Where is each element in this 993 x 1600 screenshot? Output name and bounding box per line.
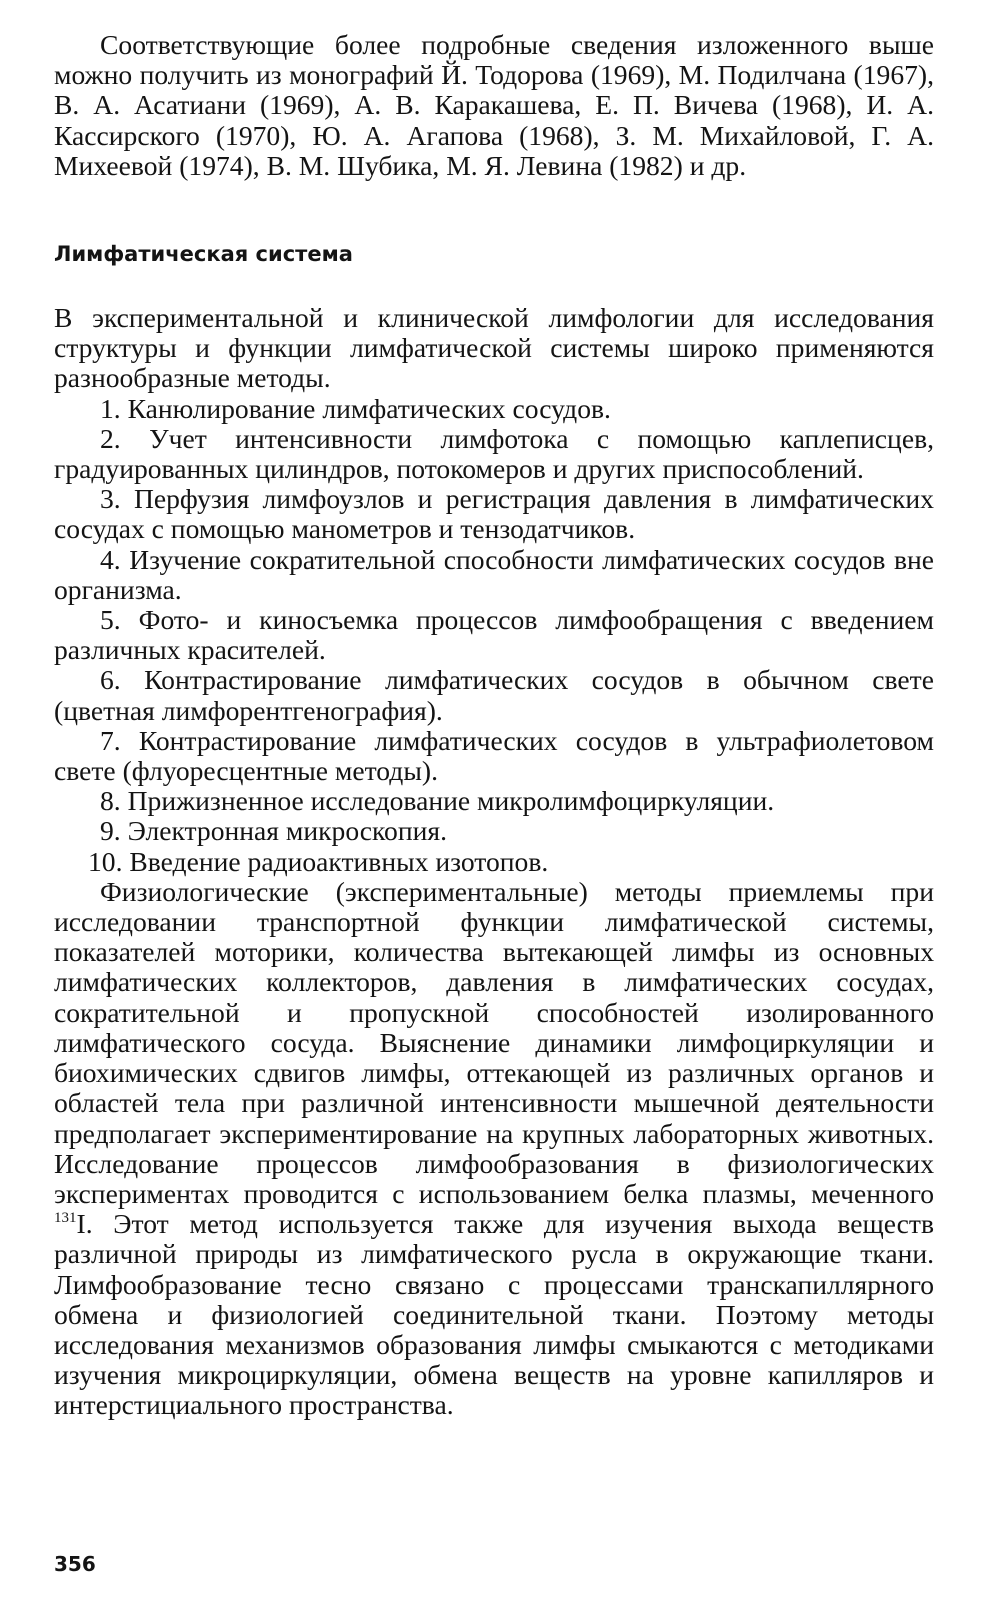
list-item <box>54 816 934 846</box>
list-item-number: 3. <box>100 483 121 515</box>
list-item-text: Учет интенсивности лимфотока с помощью каплеписцев, градуированных цилиндров, потокомеров и других приспособлений. <box>54 422 934 485</box>
list-item <box>54 394 934 424</box>
list-item <box>54 726 934 786</box>
list-item-number: 7. <box>100 724 121 756</box>
body-text-part-1: Физиологические (экспериментальные) методы приемлемы при исследовании транспортной функции лимфатической системы, показателей моторики, количества вытекающей лимфы из основных лимфатических коллекторов, давления в лимфатических сосудах, сократительной и пропускной способностей изолированного лимфатического сосуда. Выяснение динамики лимфоциркуляции и биохимических сдвигов лимфы, оттекающей из различных органов и областей тела при различной интенсивности мышечной деятельности предполагает экспериментирование на крупных лабораторных животных. Исследование процессов лимфообразования в физиологических экспериментах проводится с использованием белка плазмы, меченного <box>54 875 934 1209</box>
list-item-number: 5. <box>100 604 121 636</box>
list-item-text: Контрастирование лимфатических сосудов в ультрафиолетовом свете (флуоресцентные методы). <box>54 724 935 787</box>
list-item-number: 2. <box>100 422 121 454</box>
list-item <box>54 424 934 484</box>
list-item-number: 9. <box>100 815 121 847</box>
list-item-number: 8. <box>100 785 121 817</box>
list-item-text: Изучение сократительной способности лимфатических сосудов вне организма. <box>54 543 934 605</box>
list-item <box>54 605 934 665</box>
intro-paragraph: Соответствующие более подробные сведения изложенного выше можно получить из монографий Й. Тодорова (1969), М. Подилчана (1967), В. А. Асатиани (1969), А. В. Каракашева, Е. П. Вичева (1968), И. А. Кассирского (1970), Ю. А. Агапова (1968), З. М. Михайловой, Г. А. Михеевой (1974), В. М. Шубика, М. Я. Левина (1982) и др. <box>54 29 934 181</box>
isotope-symbol: I <box>76 1208 86 1240</box>
list-item-text: Электронная микроскопия. <box>127 815 447 847</box>
methods-list <box>54 394 934 877</box>
list-item-text: Канюлирование лимфатических сосудов. <box>127 392 611 424</box>
list-item-text: Контрастирование лимфатических сосудов в обычном свете (цветная лимфорентгенография). <box>54 664 934 726</box>
body-paragraph <box>54 877 934 1421</box>
isotope-mass-number: 131 <box>54 1210 77 1227</box>
list-item-text: Фото- и киносъемка процессов лимфообращения с введением различных красителей. <box>54 604 934 666</box>
list-item-text: Введение радиоактивных изотопов. <box>129 845 549 877</box>
list-item <box>54 484 934 544</box>
list-item-number: 4. <box>100 543 121 575</box>
list-item <box>54 665 934 725</box>
list-item <box>54 786 934 816</box>
list-item-text: Прижизненное исследование микролимфоциркуляции. <box>127 785 775 817</box>
list-item <box>54 545 934 605</box>
list-item-number: 1. <box>100 392 121 424</box>
section-heading: Лимфатическая система <box>54 242 353 267</box>
page-number: 356 <box>54 1552 96 1576</box>
list-item <box>54 847 934 877</box>
book-page <box>54 30 934 1421</box>
list-item-text: Перфузия лимфоузлов и регистрация давления в лимфатических сосудах с помощью манометров и тензодатчиков. <box>54 483 934 545</box>
lead-paragraph: В экспериментальной и клинической лимфологии для исследования структуры и функции лимфатической системы широко применяются разнообразные методы. <box>54 302 934 394</box>
list-item-number: 10. <box>88 845 123 877</box>
list-item-number: 6. <box>100 664 121 696</box>
body-text-part-2: . Этот метод используется также для изучения выхода веществ различной природы из лимфатического русла в окружающие ткани. Лимфообразование тесно связано с процессами транскапиллярного обмена и физиологией соединительной ткани. Поэтому методы исследования механизмов образования лимфы смыкаются с методиками изучения микроциркуляции, обмена веществ на уровне капилляров и интерстициального пространства. <box>54 1208 934 1421</box>
